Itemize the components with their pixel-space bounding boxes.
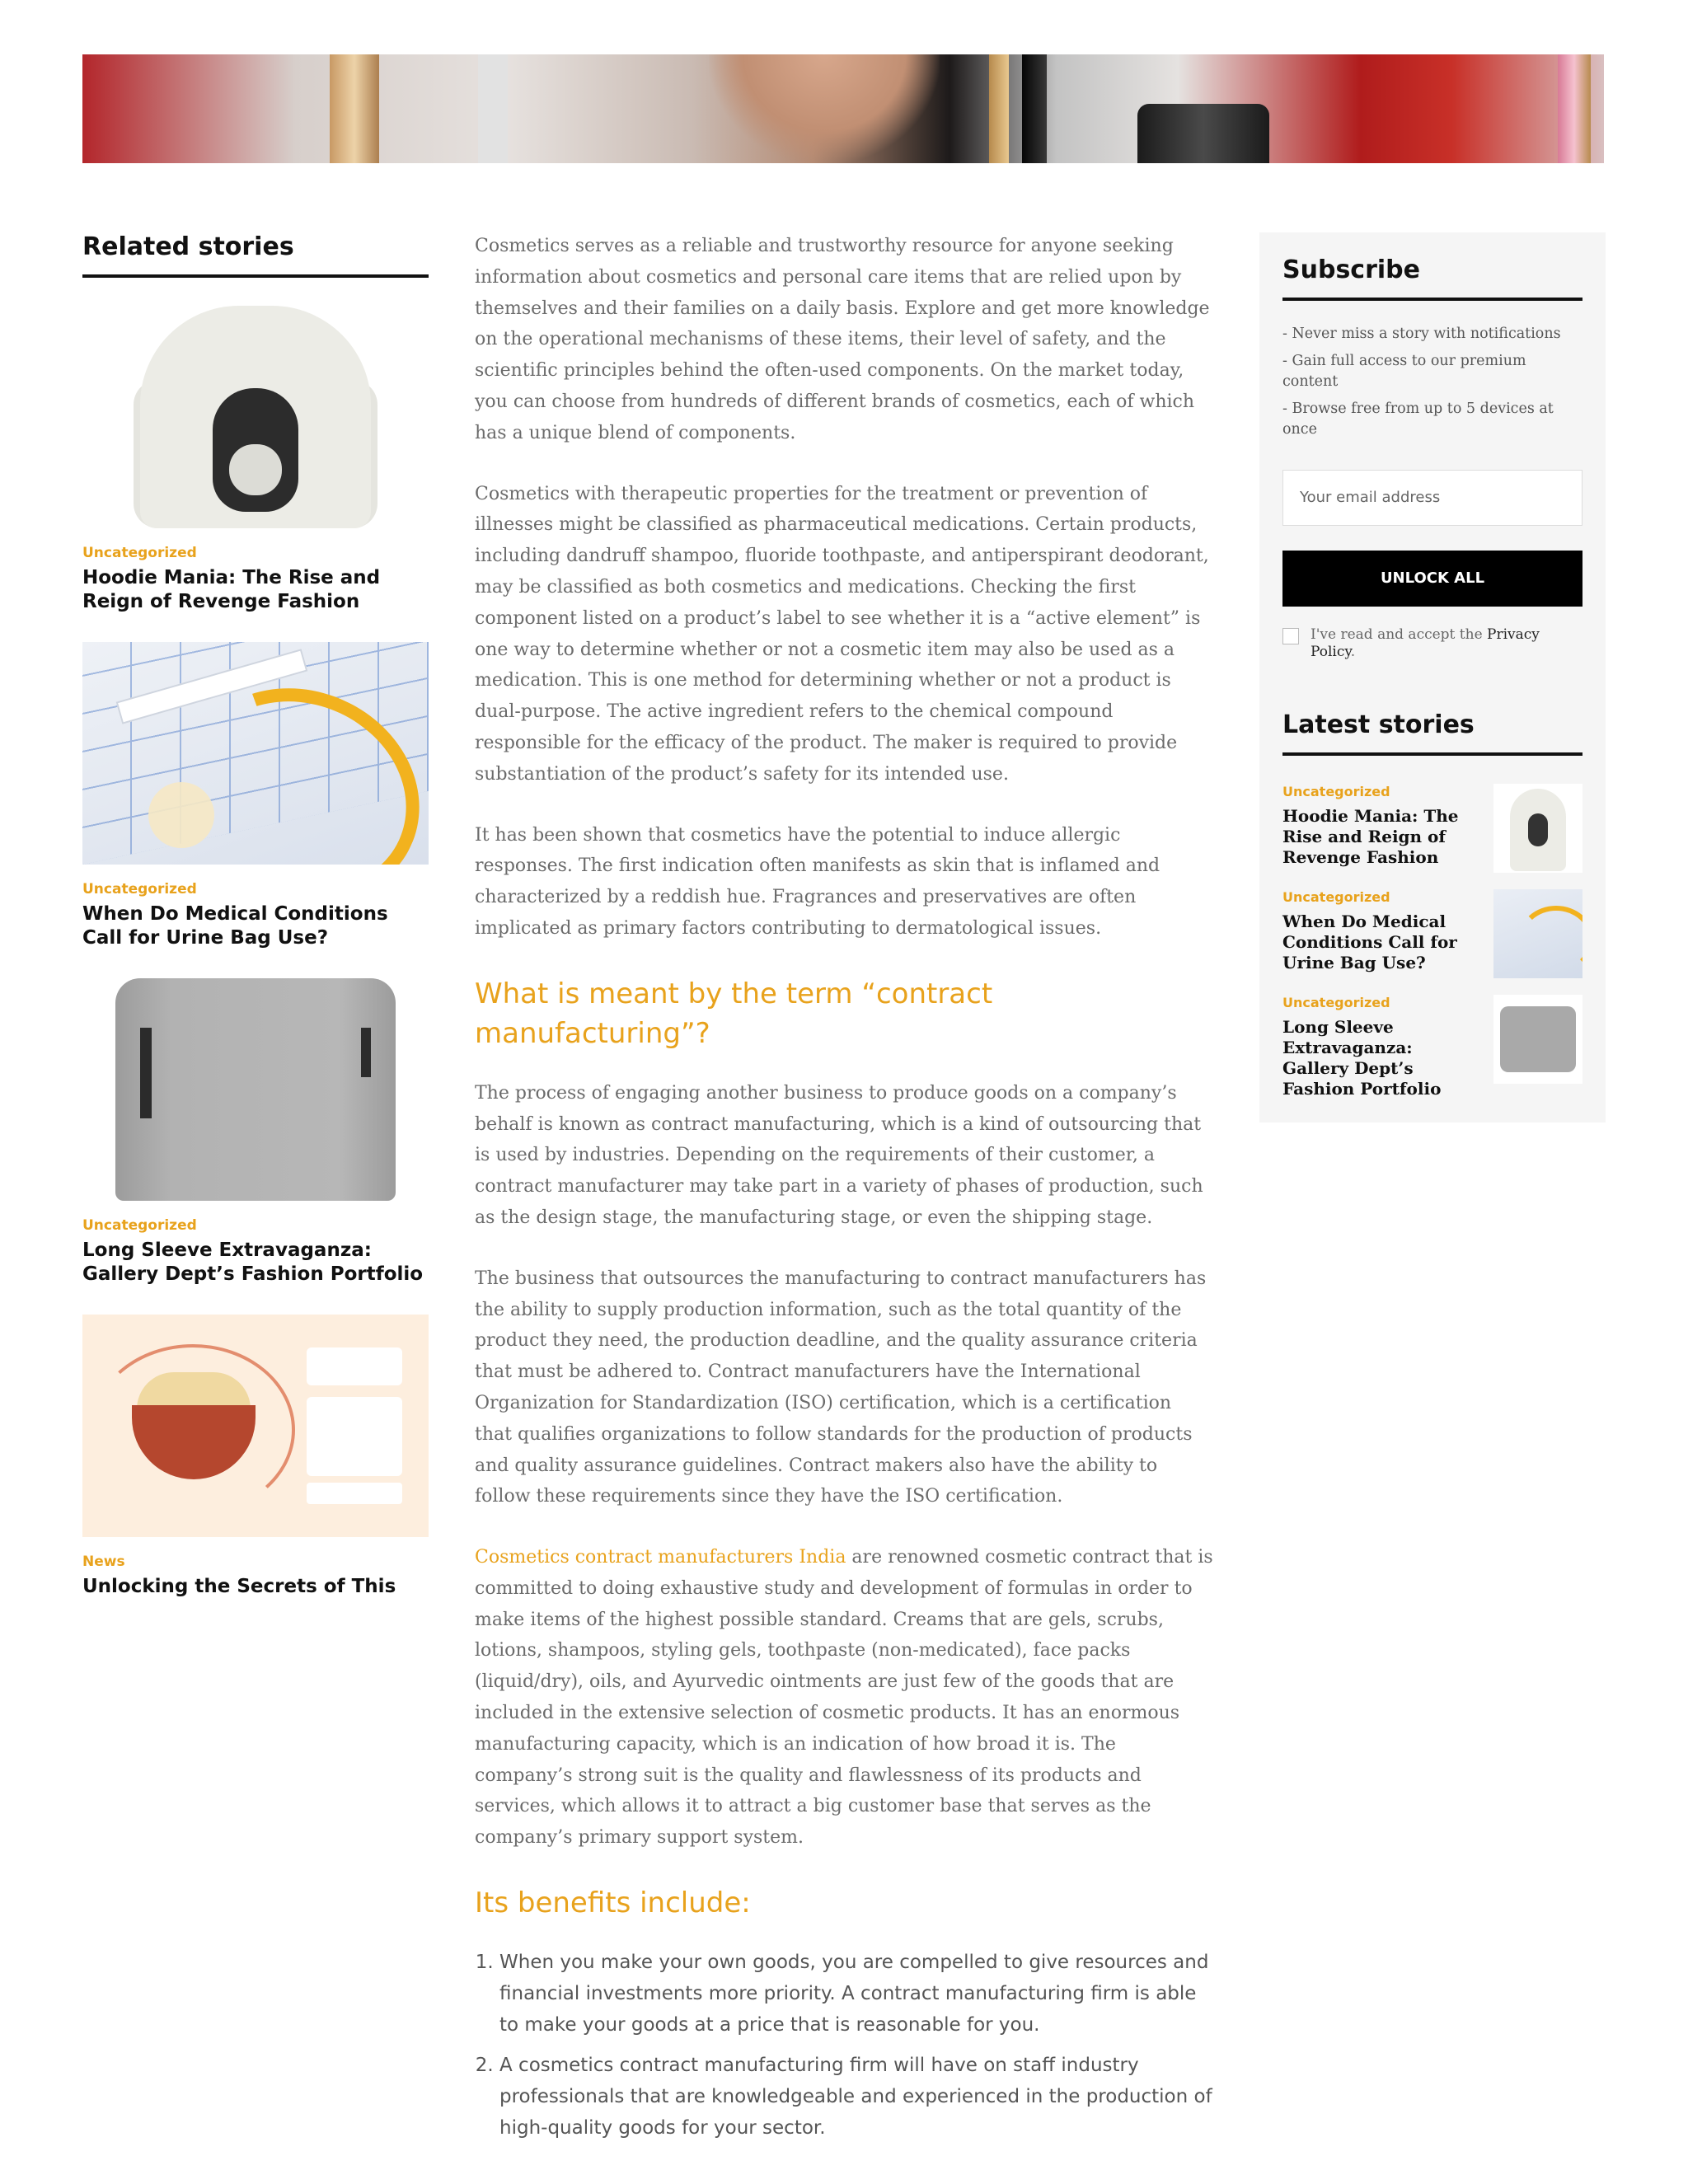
latest-story-thumbnail[interactable] bbox=[1493, 995, 1582, 1084]
related-story-image[interactable] bbox=[82, 306, 429, 528]
list-item: 2. A cosmetics contract manufacturing firm will have on staff industry professionals that are knowledgeable and experienced in the production of high-quality goods for your sector. bbox=[499, 2050, 1213, 2144]
related-story[interactable] bbox=[82, 642, 429, 950]
related-story-image[interactable] bbox=[82, 978, 429, 1201]
email-field[interactable]: Your email address bbox=[1282, 470, 1582, 526]
paragraph: Cosmetics serves as a reliable and trustworthy resource for anyone seeking information about cosmetics and personal care items that are relied upon by themselves and their families on a daily basis. Explore and get more knowledge on the operational mechanisms of these items, their level of safety, and the scientific principles behind the often-used components. On the market today, you can choose from hundreds of different brands of cosmetics, each of which has a unique blend of components. bbox=[475, 236, 1210, 443]
latest-story[interactable] bbox=[1282, 889, 1582, 978]
consent-suffix: . bbox=[1350, 644, 1356, 660]
category-link[interactable]: Uncategorized bbox=[1282, 784, 1390, 799]
subscribe-title: Subscribe bbox=[1282, 255, 1582, 301]
latest-story[interactable] bbox=[1282, 995, 1582, 1099]
latest-story-thumbnail[interactable] bbox=[1493, 784, 1582, 873]
related-story-title[interactable]: Long Sleeve Extravaganza: Gallery Dept’s Fashion Portfolio bbox=[82, 1240, 424, 1285]
subscribe-benefits bbox=[1282, 324, 1582, 440]
paragraph: The business that outsources the manufacturing to contract manufacturers has the ability to supply production information, such as the total quantity of the product they need, the production deadline, and the quality assurance criteria that must be adhered to. Contract manufacturers have the International Organization for Standardization (ISO) certification, which is a certification that qualifies organizations to follow standards for the production of products and quality assurance guidelines. Contract makers also have the ability to follow these requirements since they have the ISO certification. bbox=[475, 1268, 1207, 1507]
related-stories bbox=[82, 232, 429, 1625]
category-link[interactable]: Uncategorized bbox=[82, 1217, 197, 1234]
benefit-item: - Gain full access to our premium content bbox=[1282, 353, 1526, 390]
consent-prefix: I've read and accept the bbox=[1311, 626, 1488, 643]
benefits-list bbox=[475, 1947, 1213, 2144]
related-story-image[interactable] bbox=[82, 642, 429, 865]
related-story-title[interactable]: When Do Medical Conditions Call for Urine Bag Use? bbox=[82, 903, 388, 949]
related-story-image[interactable] bbox=[82, 1315, 429, 1537]
related-story-title[interactable]: Hoodie Mania: The Rise and Reign of Revenge Fashion bbox=[82, 567, 381, 612]
consent-checkbox[interactable] bbox=[1282, 628, 1299, 644]
related-story[interactable] bbox=[82, 978, 429, 1286]
section-heading: Its benefits include: bbox=[475, 1886, 751, 1920]
paragraph: It has been shown that cosmetics have the potential to induce allergic responses. The first indication often manifests as skin that is inflamed and characterized by a reddish hue. Fragrances and preservatives are often implicated as primary factors contributing to dermatological issues. bbox=[475, 824, 1160, 939]
latest-story[interactable] bbox=[1282, 784, 1582, 873]
latest-story-title[interactable]: Long Sleeve Extravaganza: Gallery Dept’s Fashion Portfolio bbox=[1282, 1017, 1442, 1099]
category-link[interactable]: Uncategorized bbox=[82, 545, 197, 561]
paragraph: Cosmetics with therapeutic properties for the treatment or prevention of illnesses might be classified as pharmaceutical medications. Certain products, including dandruff shampoo, fluoride toothpaste, and antiperspirant deodorant, may be classified as both cosmetics and medications. Checking the first component listed on a product’s label to see whether it is a “active element” is one way to determine whether or not a cosmetic item may also be used as a medication. This is one method for determining whether or not a product is dual-purpose. The active ingredient refers to the chemical compound responsible for the efficacy of the product. The maker is required to provide substantiation of the product’s safety for its intended use. bbox=[475, 483, 1209, 785]
related-story[interactable] bbox=[82, 1315, 429, 1599]
latest-story-thumbnail[interactable] bbox=[1493, 889, 1582, 978]
category-link[interactable]: Uncategorized bbox=[1282, 995, 1390, 1010]
related-story[interactable] bbox=[82, 306, 429, 614]
list-item: 1. When you make your own goods, you are compelled to give resources and financial investments more priority. A contract manufacturing firm is able to make your goods at a price that is reasonable for you. bbox=[499, 1947, 1213, 2041]
latest-story-title[interactable]: Hoodie Mania: The Rise and Reign of Revenge Fashion bbox=[1282, 806, 1459, 867]
paragraph bbox=[475, 1542, 1213, 1854]
section-heading: What is meant by the term “contract manufacturing”? bbox=[475, 977, 993, 1050]
privacy-policy-link[interactable]: Privacy Policy bbox=[1311, 626, 1540, 660]
unlock-all-button[interactable]: UNLOCK ALL bbox=[1282, 551, 1582, 607]
article-body bbox=[475, 231, 1213, 2154]
benefit-item: - Browse free from up to 5 devices at once bbox=[1282, 401, 1554, 438]
related-story-title[interactable]: Unlocking the Secrets of This bbox=[82, 1576, 396, 1597]
related-stories-title: Related stories bbox=[82, 232, 429, 278]
consent-text bbox=[1311, 626, 1582, 661]
privacy-consent bbox=[1282, 626, 1582, 661]
category-link[interactable]: Uncategorized bbox=[1282, 889, 1390, 905]
category-link[interactable]: Uncategorized bbox=[82, 881, 197, 898]
latest-stories-title: Latest stories bbox=[1282, 710, 1582, 756]
hero-image bbox=[82, 54, 1604, 163]
benefit-item: - Never miss a story with notifications bbox=[1282, 326, 1561, 342]
latest-story-title[interactable]: When Do Medical Conditions Call for Urine Bag Use? bbox=[1282, 912, 1457, 972]
category-link[interactable]: News bbox=[82, 1554, 125, 1570]
paragraph: The process of engaging another business to produce goods on a company’s behalf is known as contract manufacturing, which is a kind of outsourcing that is used by industries. Depending on the requirements of their customer, a contract manufacturer may take part in a variety of phases of production, such as the design stage, the manufacturing stage, or even the shipping stage. bbox=[475, 1082, 1203, 1228]
manufacturers-link[interactable]: Cosmetics contract manufacturers India bbox=[475, 1547, 846, 1568]
paragraph-text: are renowned cosmetic contract that is committed to doing exhaustive study and development of formulas in order to make items of the highest possible standard. Creams that are gels, scrubs, lotions, shampoos, styling gels, toothpaste (non-medicated), face packs (liquid/dry), oils, and Ayurvedic ointments are just few of the goods that are included in the extensive selection of cosmetic products. It has an enormous manufacturing capacity, which is an indication of how broad it is. The company’s strong suit is the quality and flawlessness of its products and services, which allows it to attract a big customer base that serves as the company’s primary support system. bbox=[475, 1547, 1213, 1849]
sidebar bbox=[1259, 232, 1606, 1122]
